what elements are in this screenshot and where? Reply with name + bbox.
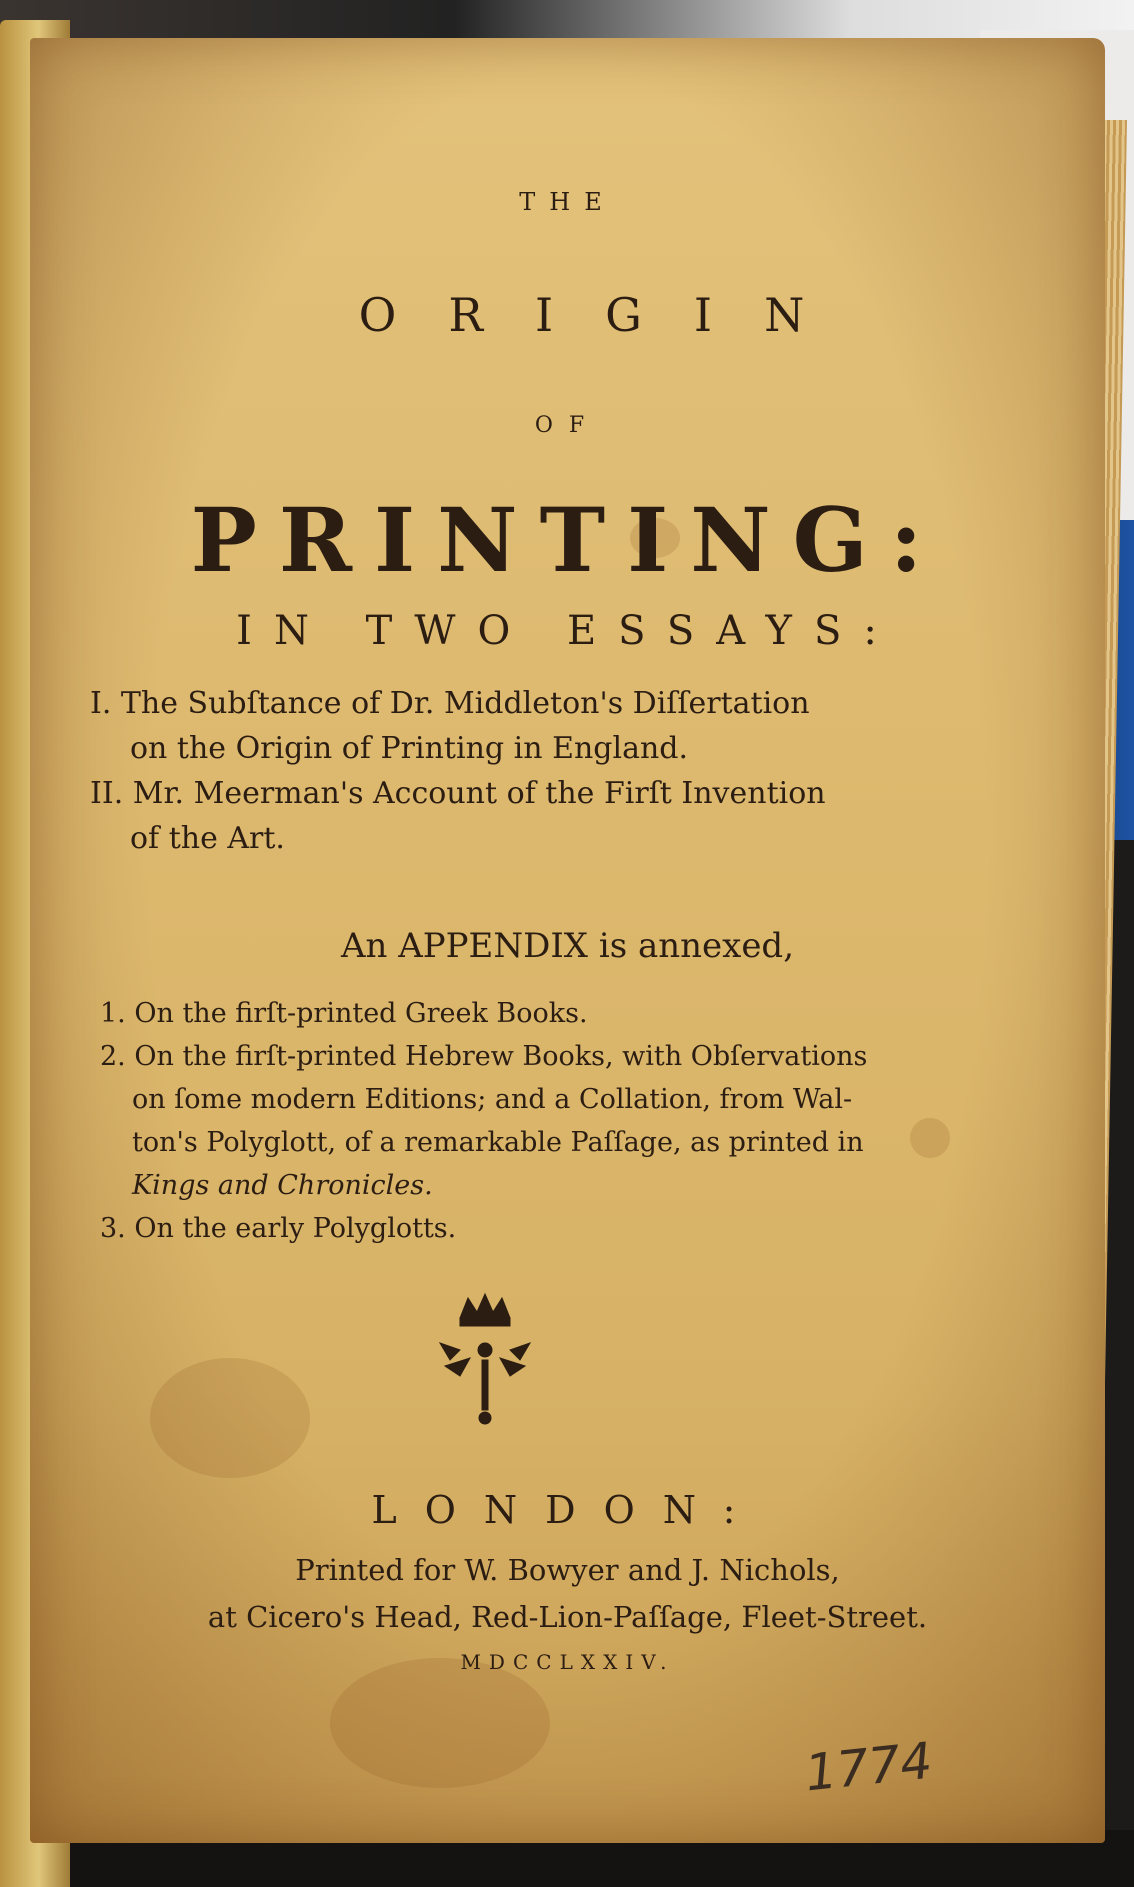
subtitle-two-essays: IN TWO ESSAYS:	[236, 608, 899, 654]
essay-1-line-2: on the Origin of Printing in England.	[130, 731, 689, 766]
foxing-stain	[910, 1118, 950, 1158]
title-page	[30, 38, 1105, 1843]
title-of: OF	[534, 413, 601, 438]
title-the: THE	[519, 188, 616, 216]
appendix-heading: An APPENDIX is annexed,	[340, 926, 795, 966]
appendix-item-1: 1. On the firſt-printed Greek Books.	[100, 998, 588, 1029]
appendix-item-3: 3. On the early Polyglotts.	[100, 1213, 457, 1244]
essay-1-line-1: I. The Subſtance of Dr. Middleton's Diſſertation	[90, 686, 810, 721]
crown-ornament-icon	[430, 1288, 540, 1428]
appendix-item-2-line-3: ton's Polyglott, of a remarkable Paſſage, as printed in	[132, 1127, 864, 1158]
appendix-item-2-line-4: Kings and Chronicles.	[132, 1170, 433, 1201]
appendix-item-2-line-2: on ſome modern Editions; and a Collation, from Wal-	[132, 1084, 853, 1115]
title-printing: PRINTING:	[190, 488, 945, 592]
imprint-address: at Cicero's Head, Red-Lion-Paſſage, Fleet-Street.	[207, 1600, 928, 1634]
imprint-place: LONDON:	[371, 1488, 764, 1532]
imprint-printers: Printed for W. Bowyer and J. Nichols,	[295, 1553, 840, 1587]
appendix-item-2-line-1: 2. On the firſt-printed Hebrew Books, with Obſervations	[100, 1041, 868, 1072]
handwritten-year-annotation: 1774	[802, 1731, 935, 1803]
essay-2-line-1: II. Mr. Meerman's Account of the Firſt Invention	[90, 776, 826, 811]
title-origin: ORIGIN	[358, 288, 857, 342]
foxing-stain	[330, 1658, 550, 1788]
foxing-stain	[150, 1358, 310, 1478]
imprint-year: MDCCLXXIV.	[460, 1650, 675, 1674]
essay-2-line-2: of the Art.	[130, 821, 285, 856]
